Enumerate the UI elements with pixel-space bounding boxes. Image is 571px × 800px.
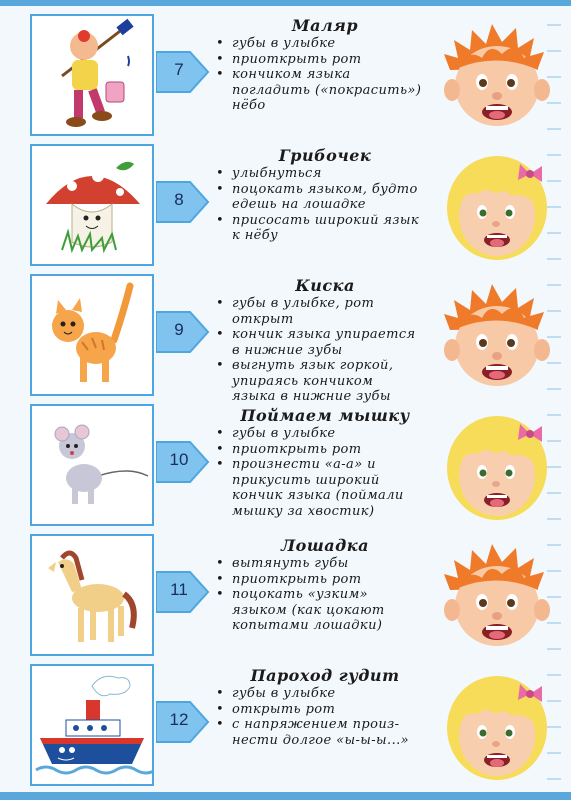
exercise-number: 8	[174, 190, 184, 209]
exercise-title: Лошадка	[281, 536, 369, 555]
instruction-list	[210, 426, 442, 519]
boy-face-illustration	[440, 20, 554, 134]
number-arrow	[156, 570, 210, 614]
exercise-title: Киска	[295, 276, 355, 295]
horse-illustration	[30, 534, 154, 656]
number-arrow	[156, 180, 210, 224]
exercise-row	[0, 534, 571, 664]
exercise-title: Грибочек	[278, 146, 372, 165]
number-arrow	[156, 440, 210, 484]
exercise-number: 11	[170, 580, 188, 599]
girl-face-illustration	[440, 410, 554, 524]
exercise-row	[0, 14, 571, 144]
instruction-list	[210, 36, 442, 114]
number-arrow	[156, 700, 210, 744]
instruction-item: • приоткрыть рот	[210, 52, 442, 68]
instruction-item: • вытянуть губы	[210, 556, 442, 572]
instruction-item: • поцокать языком, будто едешь на лошадке	[210, 182, 442, 213]
instruction-item: • присосать широкий язык к нёбу	[210, 213, 442, 244]
boy-face-illustration	[440, 540, 554, 654]
number-arrow	[156, 50, 210, 94]
exercise-title: Поймаем мышку	[240, 406, 410, 425]
boy-face-illustration	[440, 280, 554, 394]
instruction-item: • произнести «а-а» и прикусить широкий кончик языка (поймали мышку за хвостик)	[210, 457, 442, 519]
instruction-list	[210, 296, 442, 405]
instruction-item: • губы в улыбке	[210, 36, 442, 52]
exercise-row	[0, 404, 571, 534]
instruction-item: • кончик языка упирается в нижние зубы	[210, 327, 442, 358]
mouse-illustration	[30, 404, 154, 526]
steamboat-illustration	[30, 664, 154, 786]
mushroom-illustration	[30, 144, 154, 266]
instruction-item: • приоткрыть рот	[210, 572, 442, 588]
cat-illustration	[30, 274, 154, 396]
exercise-title: Пароход гудит	[250, 666, 400, 685]
exercise-number: 9	[174, 320, 184, 339]
number-arrow	[156, 310, 210, 354]
instruction-item: • улыбнуться	[210, 166, 442, 182]
exercise-number: 7	[174, 60, 184, 79]
instruction-item: • с напряжением произ- нести долгое «ы-ы-ы...»	[210, 717, 442, 748]
girl-face-illustration	[440, 150, 554, 264]
instruction-item: • поцокать «узким» языком (как цокают копытами лошадки)	[210, 587, 442, 634]
instruction-item: • открыть рот	[210, 702, 442, 718]
instruction-item: • выгнуть язык горкой, упираясь кончиком языка в нижние зубы	[210, 358, 442, 405]
exercise-title: Маляр	[291, 16, 359, 35]
exercise-row	[0, 274, 571, 404]
instruction-list	[210, 556, 442, 634]
instruction-item: • губы в улыбке	[210, 686, 442, 702]
exercise-row	[0, 144, 571, 274]
instruction-list	[210, 686, 442, 748]
exercise-number: 12	[169, 710, 189, 729]
page-top-border	[0, 0, 571, 6]
instruction-item: • губы в улыбке	[210, 426, 442, 442]
exercise-row	[0, 664, 571, 794]
girl-face-illustration	[440, 670, 554, 784]
instruction-list	[210, 166, 442, 244]
exercise-number: 10	[169, 450, 189, 469]
painter-illustration	[30, 14, 154, 136]
instruction-item: • кончиком языка погладить («покрасить») нёбо	[210, 67, 442, 114]
instruction-item: • губы в улыбке, рот открыт	[210, 296, 442, 327]
instruction-item: • приоткрыть рот	[210, 442, 442, 458]
